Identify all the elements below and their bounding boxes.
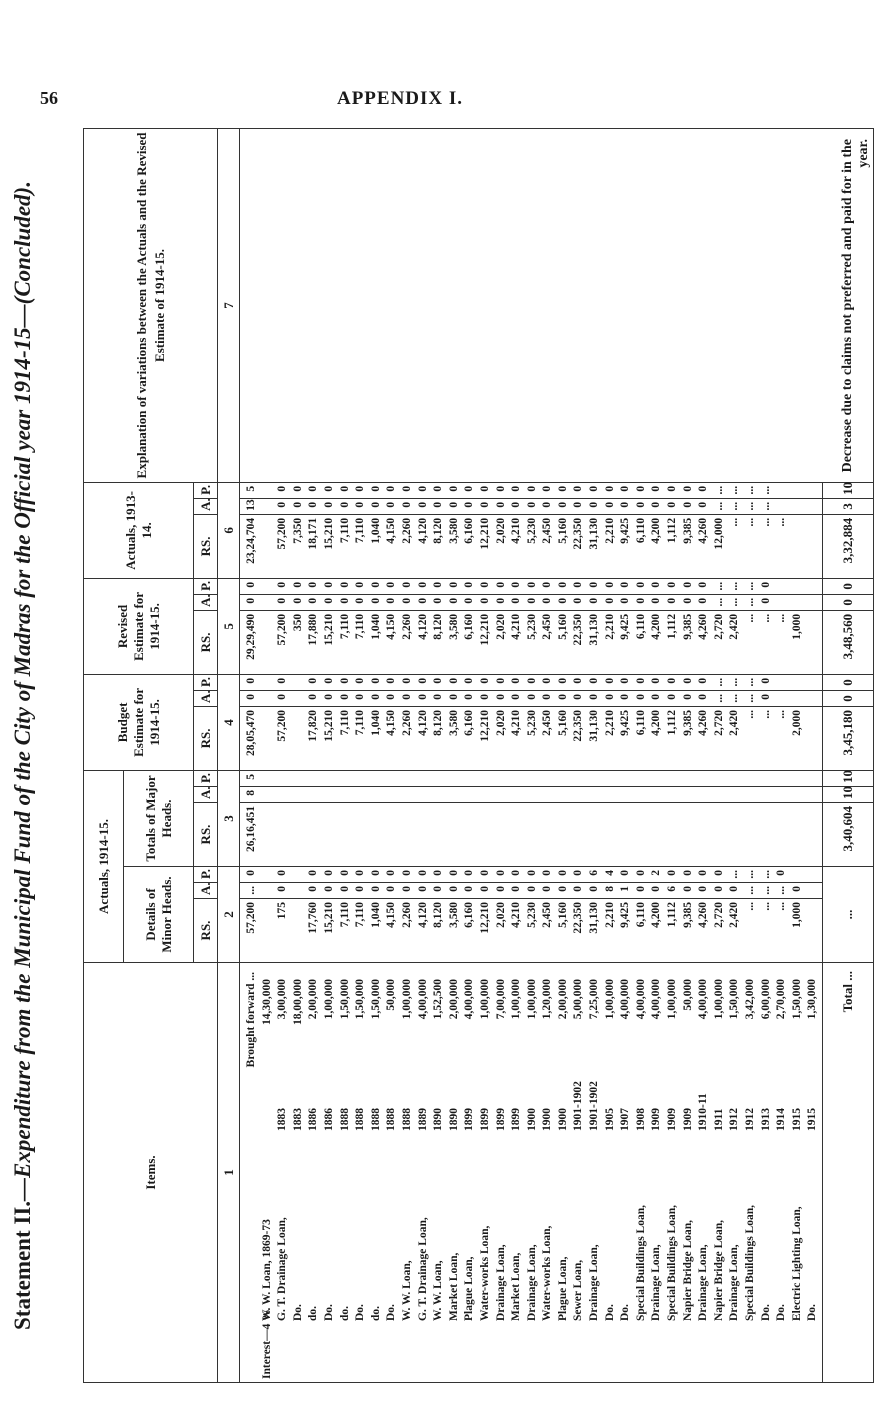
item-amount: 7,00,000 [494, 979, 507, 1020]
item-amount: 1,50,000 [338, 979, 351, 1020]
statement-label: Statement II. [10, 1200, 35, 1330]
item-year: 1889 [416, 1108, 429, 1131]
item-amount: 6,00,000 [759, 979, 772, 1020]
item-year: 1900 [556, 1108, 569, 1131]
item-name: Do. [354, 1304, 367, 1321]
major-a-unit: A. [194, 787, 218, 803]
item-year: 1901-1902 [572, 1081, 585, 1131]
item-name: Special Buildings Loan, [666, 1205, 679, 1321]
item-amount: 1,00,000 [478, 979, 491, 1020]
item-name: Sewer Loan, [572, 1259, 585, 1321]
total-budget-a: 0 [822, 690, 873, 706]
total-revised-p: 0 [822, 578, 873, 594]
item-name: Drainage Loan, [494, 1244, 507, 1321]
item-year: 1888 [354, 1108, 367, 1131]
item-year: 1915 [790, 1108, 803, 1131]
item-year: 1900 [525, 1108, 538, 1131]
expenditure-table [83, 128, 874, 1383]
item-name: Special Buildings Loan, [634, 1205, 647, 1321]
list-item [509, 966, 525, 1379]
prev-rs-values: 23,24,704 57,200 7,350 18,171 15,210 7,110 7,110 1,040 4,150 2,260 4,120 8,120 3,580 6,160 12,210 2,020 4,210 5,230 2,450 5,160 22,350 31,130 2,210 9,425 6,110 4,200 1,112 9,385 4,260 12,000 ... ... ... ... [240, 514, 823, 578]
item-amount: 2,00,000 [447, 979, 460, 1020]
item-pre [400, 1321, 416, 1379]
budget-p-values: 0 0 0 0 0 0 0 0 0 0 0 0 0 0 0 0 0 0 0 0 0 0 0 0 0 0 0 0 ... ... ... 0 [240, 674, 823, 690]
list-item [665, 966, 681, 1379]
item-amount: 50,000 [681, 979, 694, 1011]
item-year: 1888 [338, 1108, 351, 1131]
total-prev-rs: 3,32,884 [822, 514, 873, 578]
item-pre [338, 1321, 354, 1379]
revised-a-unit: A. [194, 594, 218, 610]
item-year: 1886 [307, 1108, 320, 1131]
list-item [556, 966, 572, 1379]
item-name: do. [307, 1305, 320, 1321]
revised-a-values: 0 0 0 0 0 0 0 0 0 0 0 0 0 0 0 0 0 0 0 0 0 0 0 0 0 0 0 0 0 ... ... ... 0 [240, 594, 823, 610]
minor-p-values: 0 0 0 0 0 0 0 0 0 0 0 0 0 0 0 0 0 0 0 0 6 4 0 0 2 0 0 0 0 ... ... ... 0 [240, 867, 823, 883]
total-budget-rs: 3,45,180 [822, 706, 873, 770]
item-amount: 2,00,000 [556, 979, 569, 1020]
item-name: Market Loan, [447, 1252, 460, 1321]
item-pre [353, 1321, 369, 1379]
item-amount: 1,00,000 [510, 979, 523, 1020]
item-name: Do. [619, 1304, 632, 1321]
list-item [743, 966, 759, 1379]
list-item [681, 966, 697, 1379]
item-name: Do. [775, 1304, 788, 1321]
list-item [384, 966, 400, 1379]
item-name: W. W. Loan, 1869-73 [260, 1219, 273, 1321]
item-pre [525, 1321, 541, 1379]
list-item [494, 966, 510, 1379]
item-pre [712, 1321, 728, 1379]
item-year: 1899 [510, 1108, 523, 1131]
item-pre [369, 1321, 385, 1379]
item-amount: 1,50,000 [369, 979, 382, 1020]
item-year: 1883 [276, 1108, 289, 1131]
major-rs-values: 26,16,451 [240, 803, 823, 867]
list-item [587, 966, 603, 1379]
item-year: 1900 [541, 1108, 554, 1131]
item-name: Plague Loan, [556, 1256, 569, 1321]
list-item [306, 966, 322, 1379]
items-header: Items. [84, 963, 218, 1383]
list-item [447, 966, 463, 1379]
statement-heading [10, 130, 36, 1330]
minor-a-values: ... 0 0 0 0 0 0 0 0 0 0 0 0 0 0 0 0 0 0 0 0 8 1 0 0 6 0 0 0 0 ... ... ... 0 [240, 883, 823, 899]
item-pre [634, 1321, 650, 1379]
item-name: Special Buildings Loan, [744, 1205, 756, 1321]
item-name: G. T. Drainage Loan, [276, 1217, 289, 1321]
item-pre [306, 1321, 322, 1379]
total-revised-rs: 3,48,560 [822, 610, 873, 674]
total-prev-p: 10 [822, 482, 873, 498]
col-number-6: 6 [218, 482, 240, 578]
list-item [478, 966, 494, 1379]
item-amount: 1,00,000 [666, 979, 679, 1020]
item-pre [759, 1321, 775, 1379]
item-amount: 3,42,000 [744, 979, 756, 1020]
item-name: Drainage Loan, [697, 1244, 710, 1321]
major-p-unit: P. [194, 770, 218, 786]
item-year: 1901-1902 [588, 1081, 601, 1131]
item-amount: 1,50,000 [728, 979, 741, 1020]
major-a-values: 8 [240, 787, 823, 803]
list-item [353, 966, 369, 1379]
item-amount: 1,00,000 [603, 979, 616, 1020]
actuals-header: Actuals, 1914-15. [84, 770, 124, 962]
item-year: 1905 [603, 1108, 616, 1131]
item-amount: 1,52,500 [432, 979, 445, 1020]
list-item [322, 966, 338, 1379]
item-name: Electric Lighting Loan, [790, 1206, 803, 1321]
item-year: 1890 [447, 1108, 460, 1131]
item-name: Water-works Loan, [541, 1225, 554, 1321]
item-amount: 1,00,000 [322, 979, 335, 1020]
item-name: Drainage Loan, [588, 1244, 601, 1321]
item-pre [618, 1321, 634, 1379]
item-amount: 1,00,000 [525, 979, 538, 1020]
item-name: Water-works Loan, [478, 1225, 491, 1321]
item-amount: 4,00,000 [416, 979, 429, 1020]
total-major-a: 10 [822, 787, 873, 803]
list-item [618, 966, 634, 1379]
item-year: 1912 [744, 1108, 756, 1131]
item-name: Plague Loan, [463, 1256, 476, 1321]
item-pre [649, 1321, 665, 1379]
item-year: 1911 [712, 1108, 725, 1131]
budget-a-unit: A. [194, 690, 218, 706]
item-pre [665, 1321, 681, 1379]
item-pre: Interest—4 % [260, 1309, 273, 1379]
item-year: 1907 [619, 1108, 632, 1131]
revised-rs-unit: RS. [194, 610, 218, 674]
col-number-1: 1 [218, 963, 240, 1383]
brought-forward: Brought forward ... [245, 972, 257, 1068]
list-item [634, 966, 650, 1379]
item-year: 1899 [494, 1108, 507, 1131]
item-pre [805, 1321, 821, 1379]
item-year: 1914 [775, 1108, 788, 1131]
list-item [369, 966, 385, 1379]
col-number-2: 2 [218, 867, 240, 963]
item-year: 1913 [759, 1108, 772, 1131]
statement-title: —Expenditure from the Municipal Fund of the City of Madras for the Official year 1914-15—(Concluded). [10, 181, 35, 1201]
total-major-p: 10 [822, 770, 873, 786]
minor-p-unit: P. [194, 867, 218, 883]
item-year: 1915 [806, 1108, 819, 1131]
list-item [759, 966, 775, 1379]
list-item [462, 966, 478, 1379]
item-year: 1912 [728, 1108, 741, 1131]
list-item [696, 966, 712, 1379]
total-minor: ... [822, 867, 873, 963]
item-amount: 1,30,000 [806, 979, 819, 1020]
list-item [712, 966, 728, 1379]
budget-a-values: 0 0 0 0 0 0 0 0 0 0 0 0 0 0 0 0 0 0 0 0 0 0 0 0 0 0 0 0 ... ... ... 0 [240, 690, 823, 706]
total-label: Total ... [822, 963, 873, 1383]
list-item [400, 966, 416, 1379]
list-item [275, 966, 291, 1379]
item-pre [743, 1321, 759, 1379]
item-pre [727, 1321, 743, 1379]
item-name: Do. [385, 1304, 398, 1321]
minor-rs-unit: RS. [194, 899, 218, 963]
list-item [338, 966, 354, 1379]
item-year: 1888 [385, 1108, 398, 1131]
item-pre [462, 1321, 478, 1379]
prev-a-values: 13 0 0 0 0 0 0 0 0 0 0 0 0 0 0 0 0 0 0 0 0 0 0 0 0 0 0 0 0 ... ... ... ... [240, 498, 823, 514]
item-year: 1909 [666, 1108, 679, 1131]
item-pre [790, 1321, 806, 1379]
item-lines [260, 966, 821, 1379]
item-amount: 4,00,000 [463, 979, 476, 1020]
budget-header: Budget Estimate for 1914-15. [84, 674, 194, 770]
item-amount: 4,00,000 [619, 979, 632, 1020]
item-pre [431, 1321, 447, 1379]
item-amount: 3,00,000 [276, 979, 289, 1020]
prev-p-values: 5 0 0 0 0 0 0 0 0 0 0 0 0 0 0 0 0 0 0 0 0 0 0 0 0 0 0 0 0 ... ... ... ... [240, 482, 823, 498]
col-number-3: 3 [218, 770, 240, 866]
item-pre [478, 1321, 494, 1379]
list-item [603, 966, 619, 1379]
budget-rs-unit: RS. [194, 706, 218, 770]
major-p-values: 5 [240, 770, 823, 786]
item-pre [322, 1321, 338, 1379]
budget-p-unit: P. [194, 674, 218, 690]
item-name: Do. [322, 1304, 335, 1321]
item-pre [587, 1321, 603, 1379]
item-pre [447, 1321, 463, 1379]
revised-p-unit: P. [194, 578, 218, 594]
revised-header: Revised Estimate for 1914-15. [84, 578, 194, 674]
item-pre [509, 1321, 525, 1379]
col-number-7: 7 [218, 129, 240, 483]
list-item [260, 966, 276, 1379]
item-amount: 5,00,000 [572, 979, 585, 1020]
col-number-4: 4 [218, 674, 240, 770]
prev-p-unit: P. [194, 482, 218, 498]
table-row [240, 129, 823, 1383]
item-pre [494, 1321, 510, 1379]
list-item [790, 966, 806, 1379]
list-item [649, 966, 665, 1379]
item-year: 1886 [322, 1108, 335, 1131]
item-pre [571, 1321, 587, 1379]
item-amount: 7,25,000 [588, 979, 601, 1020]
running-title: APPENDIX I. [336, 88, 464, 109]
item-year: 1910-11 [697, 1093, 710, 1131]
item-name: Napier Bridge Loan, [681, 1219, 694, 1321]
total-major-rs: 3,40,604 [822, 803, 873, 867]
item-pre [603, 1321, 619, 1379]
item-pre [275, 1321, 291, 1379]
list-item [774, 966, 790, 1379]
list-item [540, 966, 556, 1379]
item-amount: 14,30,000 [260, 979, 273, 1025]
list-item [291, 966, 307, 1379]
item-amount: 1,00,000 [400, 979, 413, 1020]
item-name: Market Loan, [510, 1252, 523, 1321]
item-amount: 4,00,000 [697, 979, 710, 1020]
list-item [805, 966, 821, 1379]
item-name: Do. [291, 1304, 304, 1321]
item-name: Napier Bridge Loan, [712, 1219, 725, 1321]
item-year: 1908 [634, 1108, 647, 1131]
prev-a-unit: A. [194, 498, 218, 514]
statement-table [83, 128, 871, 1383]
revised-rs-values: 29,29,490 57,200 350 17,880 15,210 7,110 7,110 1,040 4,150 2,260 4,120 8,120 3,580 6,160 12,210 2,020 4,210 5,230 2,450 5,160 22,350 31,130 2,210 9,425 6,110 4,200 1,112 9,385 4,260 2,720 2,420 ... ... ... 1,000 [240, 610, 823, 674]
actuals-prev-header: Actuals, 1913-14. [84, 482, 194, 578]
list-item [727, 966, 743, 1379]
item-name: do. [369, 1305, 382, 1321]
item-name: Do. [806, 1304, 819, 1321]
item-pre [416, 1321, 432, 1379]
item-year: 1909 [650, 1108, 663, 1131]
total-prev-a: 3 [822, 498, 873, 514]
item-name: G. T. Drainage Loan, [416, 1217, 429, 1321]
item-year: 1899 [478, 1108, 491, 1131]
item-amount: 1,20,000 [541, 979, 554, 1020]
item-pre [696, 1321, 712, 1379]
items-cell [240, 963, 823, 1383]
explanation-header: Explanation of variations between the Actuals and the Revised Estimate of 1914-15. [84, 129, 218, 483]
item-amount: 2,70,000 [775, 979, 788, 1020]
col-number-5: 5 [218, 578, 240, 674]
list-item [571, 966, 587, 1379]
item-year: 1909 [681, 1108, 694, 1131]
item-amount: 2,00,000 [307, 979, 320, 1020]
major-rs-unit: RS. [194, 803, 218, 867]
minor-a-unit: A. [194, 883, 218, 899]
item-amount: 4,00,000 [650, 979, 663, 1020]
item-year: 1888 [400, 1108, 413, 1131]
item-year: 1890 [432, 1108, 445, 1131]
item-year: 1888 [369, 1108, 382, 1131]
major-header: Totals of Major Heads. [124, 770, 194, 866]
item-pre [384, 1321, 400, 1379]
item-amount: 18,00,000 [291, 979, 304, 1025]
item-name: Do. [603, 1304, 616, 1321]
item-pre [681, 1321, 697, 1379]
item-pre [556, 1321, 572, 1379]
item-amount: 4,00,000 [634, 979, 647, 1020]
page-number: 56 [40, 88, 58, 108]
total-revised-a: 0 [822, 594, 873, 610]
item-amount: 1,50,000 [354, 979, 367, 1020]
item-name: Drainage Loan, [525, 1244, 538, 1321]
total-budget-p: 0 [822, 674, 873, 690]
item-amount: 1,50,000 [790, 979, 803, 1020]
item-amount: 50,000 [385, 979, 398, 1011]
budget-rs-values: 28,05,470 57,200 17,820 15,210 7,110 7,110 1,040 4,150 2,260 4,120 8,120 3,580 6,160 12,210 2,020 4,210 5,230 2,450 5,160 22,350 31,130 2,210 9,425 6,110 4,200 1,112 9,385 4,260 2,720 2,420 ... ... ... 2,000 [240, 706, 823, 770]
minor-header: Details of Minor Heads. [124, 867, 194, 963]
list-item [525, 966, 541, 1379]
item-amount: 1,00,000 [712, 979, 725, 1020]
item-name: Drainage Loan, [650, 1244, 663, 1321]
item-year: 1883 [291, 1108, 304, 1131]
prev-rs-unit: RS. [194, 514, 218, 578]
item-name: do. [338, 1305, 351, 1321]
list-item [416, 966, 432, 1379]
item-year: 1899 [463, 1108, 476, 1131]
minor-rs-values: 57,200 175 17,760 15,210 7,110 7,110 1,040 4,150 2,260 4,120 8,120 3,580 6,160 12,210 2,020 4,210 5,230 2,450 5,160 22,350 31,130 2,210 9,425 6,110 4,200 1,112 9,385 4,260 2,720 2,420 ... ... ... 1,000 [240, 899, 823, 963]
item-name: W. W. Loan, [400, 1260, 413, 1321]
explanation-note: Decrease due to claims not preferred and paid for in the year. [240, 129, 874, 483]
item-name: Do. [759, 1304, 772, 1321]
item-pre [540, 1321, 556, 1379]
item-year [260, 1069, 276, 1131]
item-name: Drainage Loan, [728, 1244, 741, 1321]
list-item [431, 966, 447, 1379]
item-pre [291, 1321, 307, 1379]
item-name: W. W. Loan, [432, 1260, 445, 1321]
revised-p-values: 0 0 0 0 0 0 0 0 0 0 0 0 0 0 0 0 0 0 0 0 0 0 0 0 0 0 0 0 0 ... ... ... 0 [240, 578, 823, 594]
item-pre [774, 1321, 790, 1379]
